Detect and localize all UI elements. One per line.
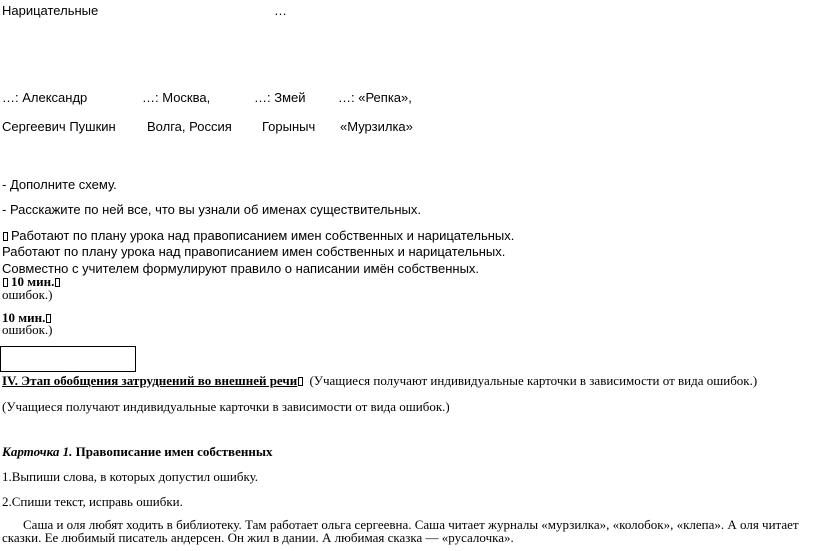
empty-frame <box>0 346 136 372</box>
missing-glyph-icon <box>3 232 8 241</box>
missing-glyph-icon <box>3 278 8 287</box>
card-text-line-1: Саша и оля любят ходить в библиотеку. Там работает ольга сергеевна. Саша читает журналы «мурзилка», «колобок», «клепа». А оля читает <box>23 517 799 532</box>
scheme-row2-col2: Волга, Россия <box>147 119 232 134</box>
scheme-row1-col3: …: Змей <box>254 90 306 105</box>
stage-note: (Учащиеся получают индивидуальные карточки в зависимости от вида ошибок.) <box>2 399 450 414</box>
card-title: Правописание имен собственных <box>75 444 273 459</box>
scheme-row2-col4: «Мурзилка» <box>340 119 413 134</box>
stage-note-inline: (Учащиеся получают индивидуальные карточки в зависимости от вида ошибок.) <box>309 373 758 388</box>
time-label-2: 10 мин. <box>2 310 54 325</box>
scheme-row1-col4: …: «Репка», <box>338 90 412 105</box>
header-left: Нарицательные <box>2 3 99 18</box>
task-complete-scheme: - Дополните схему. <box>2 177 117 192</box>
work-line-3: Совместно с учителем формулируют правило о написании имён собственных. <box>2 261 480 276</box>
scheme-row1-col1: …: Александр <box>2 90 88 105</box>
stage-heading-line <box>2 373 757 388</box>
scheme-row2-col3: Горыныч <box>262 119 316 134</box>
work-line-1: Работают по плану урока над правописанием имен собственных и нарицательных. <box>2 228 514 243</box>
missing-glyph-icon <box>55 278 60 287</box>
card-step-2: 2.Спиши текст, исправь ошибки. <box>2 494 183 509</box>
card-heading <box>2 444 272 459</box>
task-tell: - Расскажите по ней все, что вы узнали об именах существительных. <box>2 202 421 217</box>
errors-label-1: ошибок.) <box>2 287 53 302</box>
card-text-line-2: сказки. Ее любимый писатель андерсен. Он жил в дании. А любимая сказка — «русалочка». <box>2 530 514 545</box>
card-label: Карточка 1. <box>2 444 73 459</box>
missing-glyph-icon <box>298 377 303 386</box>
header-right: … <box>274 3 287 18</box>
scheme-row1-col2: …: Москва, <box>142 90 211 105</box>
card-step-1: 1.Выпиши слова, в которых допустил ошибку. <box>2 469 259 484</box>
work-line-2: Работают по плану урока над правописанием имен собственных и нарицательных. <box>2 244 506 259</box>
errors-label-2: ошибок.) <box>2 322 53 337</box>
scheme-row2-col1: Сергеевич Пушкин <box>2 119 116 134</box>
stage-title: IV. Этап обобщения затруднений во внешней речи <box>2 373 298 388</box>
time-label-1: 10 мин. <box>2 274 63 289</box>
